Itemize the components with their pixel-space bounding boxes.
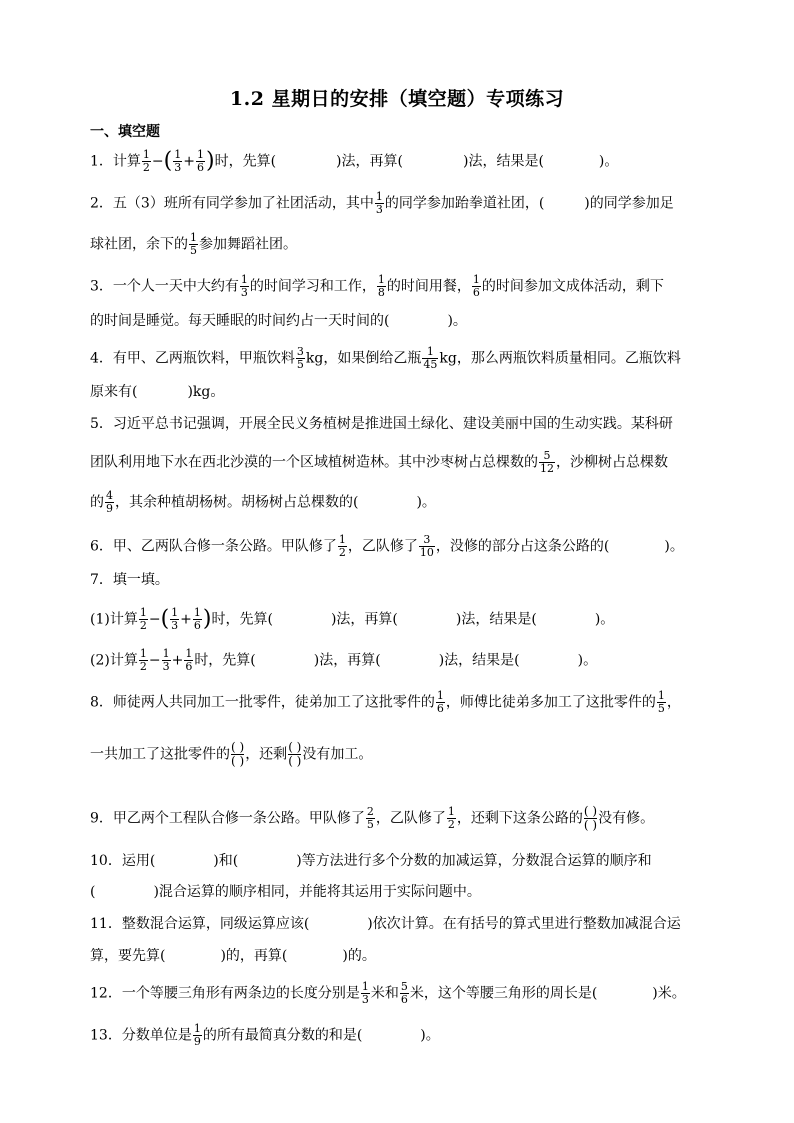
question-5-line-2: 团队利用地下水在西北沙漠的一个区域植树造林。其中沙枣树占总棵数的 $\frac{5}{12}$ ，沙柳树占总棵数 [90,449,668,475]
fraction: $\frac{1}{3}$ [375,190,383,216]
fraction: $\frac{3}{10}$ [419,533,434,559]
fraction: $\frac{1}{3}$ [162,647,170,673]
fraction: $\frac{3}{5}$ [296,345,304,371]
fraction: $\frac{1}{2}$ [447,805,455,831]
question-8-line-2: 一共加工了这批零件的 ( ) ( ) ，还剩 ( ) ( ) 没有加工。 [90,740,373,768]
question-4: 4．有甲、乙两瓶饮料，甲瓶饮料 $\frac{3}{5}$ kg，如果倒给乙瓶 $\frac{1}{45}$ kg，那么两瓶饮料质量相同。乙瓶饮料 [90,345,681,371]
question-7: 7．填一填。 [90,572,169,588]
fraction: $\frac{1}{3}$ [361,980,369,1006]
fraction: $\frac{1}{6}$ [436,689,444,715]
page-title: 1.2 星期日的安排（填空题）专项练习 [229,88,565,110]
question-2-line-2: 球社团，余下的 $\frac{1}{5}$ 参加舞蹈社团。 [90,231,297,257]
fraction: $\frac{1}{8}$ [377,273,385,299]
fraction: $\frac{1}{6}$ [185,647,193,673]
fraction: $\frac{1}{2}$ [338,533,346,559]
blank-fraction[interactable]: ( ) ( ) [583,804,598,832]
fraction: $\frac{1}{9}$ [193,1022,201,1048]
question-13: 13．分数单位是 $\frac{1}{9}$ 的所有最简真分数的和是( )。 [90,1022,440,1048]
fraction: $\frac{5}{12}$ [540,449,554,475]
question-4-line-2: 原来有( )kg。 [90,384,225,400]
question-3: 3．一个人一天中大约有 $\frac{1}{3}$ 的时间学习和工作， $\frac{1}{8}$ 的时间用餐， $\frac{1}{6}$ 的时间参加文成体活动，剩下 [90,273,664,299]
fraction: $\frac{2}{5}$ [366,805,374,831]
question-10-line-2: ( )混合运算的顺序相同，并能将其运用于实际问题中。 [90,884,481,900]
fraction: $\frac{1}{3}$ [240,273,248,299]
question-11: 11．整数混合运算，同级运算应该( )依次计算。在有括号的算式里进行整数加减混合运 [90,916,681,932]
question-6: 6．甲、乙两队合修一条公路。甲队修了 $\frac{1}{2}$ ，乙队修了 $\frac{3}{10}$ ，没修的部分占这条公路的( )。 [90,533,684,559]
question-5: 5．习近平总书记强调，开展全民义务植树是推进国土绿化、建设美丽中国的生动实践。某科研 [90,416,673,432]
question-3-line-2: 的时间是睡觉。每天睡眠的时间约占一天时间的( )。 [90,313,467,329]
fraction: $\frac{1}{6}$ [196,148,204,174]
fraction: $\frac{1}{6}$ [193,606,201,632]
fraction: $\frac{1}{3}$ [171,606,179,632]
fraction: $\frac{1}{5}$ [657,689,665,715]
fraction: $\frac{1}{45}$ [423,345,438,371]
question-5-line-3: 的 $\frac{4}{9}$ ，其余种植胡杨树。胡杨树占总棵数的( )。 [90,489,436,515]
fraction: $\frac{1}{2}$ [139,606,147,632]
fraction: $\frac{1}{2}$ [142,148,150,174]
fraction: $\frac{1}{2}$ [139,647,147,673]
fraction: $\frac{1}{6}$ [472,273,480,299]
question-12: 12．一个等腰三角形有两条边的长度分别是 $\frac{1}{3}$ 米和 $\frac{5}{6}$ 米，这个等腰三角形的周长是( )米。 [90,980,686,1006]
blank-fraction[interactable]: ( ) ( ) [231,740,245,768]
blank-fraction[interactable]: ( ) ( ) [288,740,302,768]
question-8: 8．师徒两人共同加工一批零件，徒弟加工了这批零件的 $\frac{1}{6}$ ，师傅比徒弟多加工了这批零件的 $\frac{1}{5}$ ， [90,689,681,715]
question-1: 1．计算 $\frac{1}{2}$ −( $\frac{1}{3}$ + $\frac{1}{6}$ )时，先算( )法，再算( )法，结果是( )。 [90,148,619,174]
question-9: 9．甲乙两个工程队合修一条公路。甲队修了 $\frac{2}{5}$ ，乙队修了 $\frac{1}{2}$ ，还剩下这条公路的 ( ) ( ) 没有修。 [90,804,655,832]
question-7-part-1: (1)计算 $\frac{1}{2}$ −( $\frac{1}{3}$ + $\frac{1}{6}$ )时，先算( )法，再算( )法，结果是( )。 [90,606,615,632]
fraction: $\frac{1}{5}$ [190,231,197,257]
fraction: $\frac{1}{3}$ [174,148,182,174]
question-2: 2．五（3）班所有同学参加了社团活动，其中 $\frac{1}{3}$ 的同学参加跆拳道社团，( )的同学参加足 [90,190,674,216]
fraction: $\frac{5}{6}$ [400,980,408,1006]
question-7-part-2: (2)计算 $\frac{1}{2}$ − $\frac{1}{3}$ + $\frac{1}{6}$ 时，先算( )法，再算( )法，结果是( )。 [90,647,598,673]
fraction: $\frac{4}{9}$ [106,489,113,515]
question-10: 10．运用( )和( )等方法进行多个分数的加减运算，分数混合运算的顺序和 [90,853,652,869]
question-11-line-2: 算，要先算( )的，再算( )的。 [90,948,376,964]
section-heading: 一、填空题 [90,124,160,140]
